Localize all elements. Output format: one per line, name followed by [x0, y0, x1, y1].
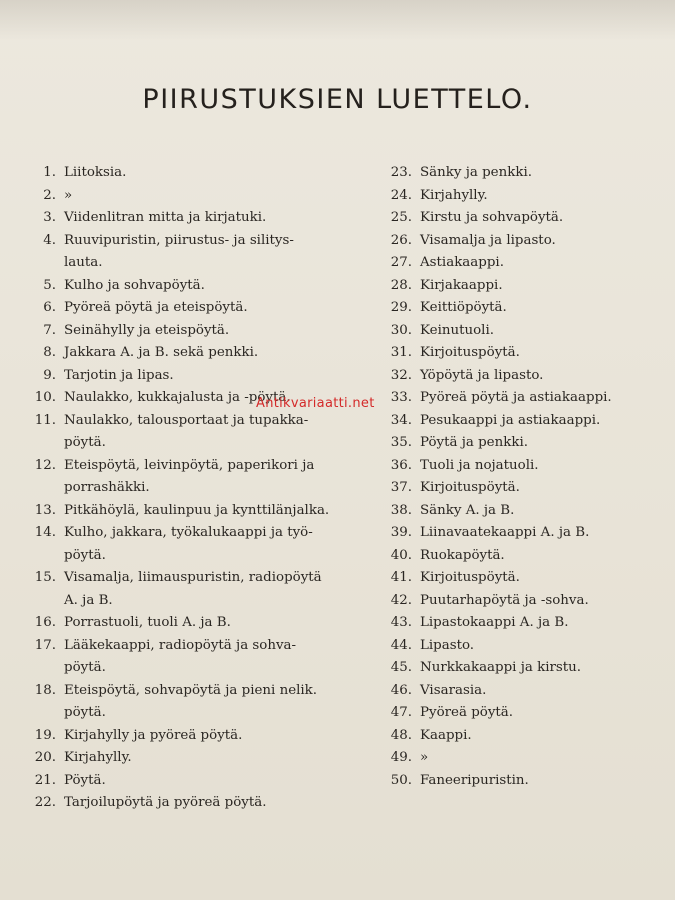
item-text-line: Kirjoituspöytä.	[420, 570, 520, 585]
item-number: 9.	[43, 367, 56, 383]
item-number: 12.	[34, 457, 56, 473]
item-text-line: Visamalja, liimauspuristin, radiopöytä	[64, 570, 322, 585]
item-number: 16.	[34, 615, 56, 630]
item-text-line: Kirjoituspöytä.	[420, 480, 520, 495]
list-item	[22, 770, 362, 793]
drawing-list-left-column	[22, 162, 362, 815]
item-number: 3.	[43, 210, 56, 225]
item-text	[64, 792, 362, 815]
list-item	[22, 500, 362, 523]
list-item	[22, 365, 362, 388]
item-number: 34.	[390, 412, 412, 428]
item-text-line: Viidenlitran mitta ja kirjatuki.	[64, 210, 267, 225]
list-item	[370, 365, 670, 388]
item-number: 18.	[34, 682, 56, 698]
item-number: 17.	[34, 637, 56, 653]
item-text-line: pöytä.	[64, 547, 106, 563]
item-number: 25.	[390, 210, 412, 225]
item-text-line: Tarjotin ja lipas.	[64, 367, 174, 383]
item-text	[64, 500, 362, 523]
item-number: 39.	[390, 525, 412, 540]
item-number: 48.	[390, 727, 412, 743]
list-item	[370, 252, 670, 275]
list-item	[22, 230, 362, 275]
item-text-line: Faneeripuristin.	[420, 772, 529, 788]
item-text-line: Kirjahylly.	[420, 187, 488, 203]
item-text-line: Kirjakaappi.	[420, 277, 503, 293]
item-number: 42.	[390, 592, 412, 608]
item-text	[420, 365, 670, 388]
list-item	[22, 635, 362, 680]
item-number: 6.	[43, 300, 56, 315]
item-number: 31.	[390, 345, 412, 360]
item-text	[64, 185, 362, 208]
item-text-line: Keittiöpöytä.	[420, 300, 507, 315]
item-number: 4.	[43, 232, 56, 248]
item-text-line: Kirstu ja sohvapöytä.	[420, 210, 564, 225]
list-item	[22, 185, 362, 208]
item-number: 13.	[34, 502, 56, 518]
item-text	[420, 635, 670, 658]
item-text	[64, 725, 362, 748]
item-text-line: Visamalja ja lipasto.	[420, 232, 556, 248]
list-item	[370, 770, 670, 793]
item-text	[64, 612, 362, 635]
list-item	[22, 162, 362, 185]
item-number: 8.	[43, 345, 56, 360]
item-text	[420, 680, 670, 703]
item-text	[64, 770, 362, 793]
item-text-line: Porrastuoli, tuoli A. ja B.	[64, 615, 231, 630]
item-text	[420, 410, 670, 433]
list-item	[22, 297, 362, 320]
item-text	[64, 567, 362, 612]
item-text	[420, 725, 670, 748]
item-number: 44.	[390, 637, 412, 653]
item-number: 32.	[390, 367, 412, 383]
list-item	[370, 522, 670, 545]
item-text	[420, 770, 670, 793]
item-text-line: Liitoksia.	[64, 165, 127, 180]
item-number: 38.	[390, 502, 412, 518]
item-text	[420, 590, 670, 613]
item-text	[420, 387, 670, 410]
item-text	[64, 680, 362, 725]
item-text-line: porrashäkki.	[64, 480, 150, 495]
item-text-line: Pöytä.	[64, 772, 106, 788]
item-text	[64, 342, 362, 365]
item-number: 7.	[43, 322, 56, 338]
list-item	[370, 612, 670, 635]
list-item	[370, 207, 670, 230]
list-item	[22, 612, 362, 635]
item-text-line: Lääkekaappi, radiopöytä ja sohva-	[64, 637, 297, 653]
list-item	[370, 185, 670, 208]
list-item	[22, 522, 362, 567]
list-item	[370, 702, 670, 725]
item-text	[420, 342, 670, 365]
item-text-line: Nurkkakaappi ja kirstu.	[420, 660, 582, 675]
item-number: 1.	[43, 165, 56, 180]
item-text-line: Ruuvipuristin, piirustus- ja silitys-	[64, 232, 294, 248]
item-number: 23.	[390, 165, 412, 180]
item-text-line: Yöpöytä ja lipasto.	[420, 367, 544, 383]
item-number: 22.	[34, 795, 56, 810]
item-text	[64, 635, 362, 680]
item-text-line: »	[420, 750, 429, 765]
item-text	[64, 230, 362, 275]
item-number: 29.	[390, 300, 412, 315]
item-number: 27.	[390, 255, 412, 270]
item-text	[64, 410, 362, 455]
page-shadow	[0, 0, 675, 40]
item-number: 41.	[390, 570, 412, 585]
item-number: 28.	[390, 277, 412, 293]
item-text-line: Kaappi.	[420, 727, 472, 743]
list-item	[22, 725, 362, 748]
item-text-line: Liinavaatekaappi A. ja B.	[420, 525, 590, 540]
item-number: 2.	[43, 187, 56, 203]
item-text	[420, 230, 670, 253]
item-number: 19.	[34, 727, 56, 743]
list-item	[22, 792, 362, 815]
list-item	[370, 275, 670, 298]
list-item	[22, 275, 362, 298]
item-number: 21.	[34, 772, 56, 788]
list-item	[370, 410, 670, 433]
item-text	[420, 702, 670, 725]
list-item	[370, 657, 670, 680]
item-text-line: Puutarhapöytä ja -sohva.	[420, 592, 589, 608]
list-item	[370, 590, 670, 613]
item-text	[420, 545, 670, 568]
item-number: 47.	[390, 705, 412, 720]
item-number: 45.	[390, 660, 412, 675]
list-item	[370, 455, 670, 478]
list-item	[22, 207, 362, 230]
item-text-line: »	[64, 187, 73, 203]
list-item	[22, 320, 362, 343]
item-text-line: Kulho, jakkara, työkalukaappi ja työ-	[64, 525, 313, 540]
item-text-line: Seinähylly ja eteispöytä.	[64, 322, 230, 338]
item-text	[420, 207, 670, 230]
item-text-line: Lipastokaappi A. ja B.	[420, 615, 569, 630]
item-text	[420, 657, 670, 680]
item-text	[420, 297, 670, 320]
item-number: 26.	[390, 232, 412, 248]
item-text-line: Lipasto.	[420, 637, 475, 653]
item-text	[64, 162, 362, 185]
item-number: 50.	[390, 772, 412, 788]
item-text	[420, 185, 670, 208]
list-item	[22, 567, 362, 612]
item-number: 40.	[390, 547, 412, 563]
item-text-line: Jakkara A. ja B. sekä penkki.	[64, 345, 259, 360]
item-text	[420, 455, 670, 478]
item-text-line: lauta.	[64, 255, 103, 270]
item-text	[64, 455, 362, 500]
item-text-line: pöytä.	[64, 705, 106, 720]
list-item	[370, 320, 670, 343]
item-text-line: Pyöreä pöytä ja eteispöytä.	[64, 300, 248, 315]
list-item	[370, 680, 670, 703]
list-item	[370, 747, 670, 770]
item-text-line: A. ja B.	[64, 592, 113, 608]
item-text	[64, 522, 362, 567]
item-number: 37.	[390, 480, 412, 495]
item-text-line: Tuoli ja nojatuoli.	[420, 457, 539, 473]
item-text-line: Sänky ja penkki.	[420, 165, 532, 180]
item-number: 33.	[390, 390, 412, 405]
item-text-line: pöytä.	[64, 660, 106, 675]
item-text	[420, 162, 670, 185]
item-text	[64, 275, 362, 298]
item-number: 5.	[43, 277, 56, 293]
item-text-line: Pyöreä pöytä ja astiakaappi.	[420, 390, 612, 405]
item-text	[64, 747, 362, 770]
item-number: 30.	[390, 322, 412, 338]
item-number: 24.	[390, 187, 412, 203]
list-item	[22, 410, 362, 455]
item-number: 43.	[390, 615, 412, 630]
list-item	[370, 725, 670, 748]
item-text-line: Ruokapöytä.	[420, 547, 505, 563]
item-text	[64, 297, 362, 320]
item-number: 15.	[34, 570, 56, 585]
item-text	[420, 522, 670, 545]
item-text-line: Naulakko, talousportaat ja tupakka-	[64, 412, 309, 428]
item-text-line: Sänky A. ja B.	[420, 502, 515, 518]
item-number: 20.	[34, 750, 56, 765]
list-item	[22, 747, 362, 770]
item-text	[420, 567, 670, 590]
list-item	[370, 342, 670, 365]
page-title: PIIRUSTUKSIEN LUETTELO.	[142, 84, 533, 115]
item-text-line: Astiakaappi.	[420, 255, 504, 270]
item-number: 49.	[390, 750, 412, 765]
list-item	[22, 455, 362, 500]
drawing-list-right-column	[370, 162, 670, 792]
item-text	[420, 320, 670, 343]
item-number: 10.	[34, 390, 56, 405]
item-text-line: Pyöreä pöytä.	[420, 705, 514, 720]
list-item	[370, 500, 670, 523]
item-text	[420, 432, 670, 455]
item-text	[420, 252, 670, 275]
item-text	[64, 365, 362, 388]
item-text-line: Pöytä ja penkki.	[420, 435, 528, 450]
item-text	[420, 500, 670, 523]
item-text-line: Keinutuoli.	[420, 322, 494, 338]
item-text-line: Kirjahylly ja pyöreä pöytä.	[64, 727, 243, 743]
item-text	[64, 320, 362, 343]
list-item	[370, 432, 670, 455]
item-text-line: pöytä.	[64, 435, 106, 450]
list-item	[22, 680, 362, 725]
item-text	[64, 207, 362, 230]
list-item	[370, 477, 670, 500]
watermark-text: Antikvariaatti.net	[256, 396, 375, 411]
item-text-line: Kulho ja sohvapöytä.	[64, 277, 205, 293]
list-item	[22, 342, 362, 365]
item-text-line: Tarjoilupöytä ja pyöreä pöytä.	[64, 795, 267, 810]
item-text	[420, 477, 670, 500]
item-text	[420, 275, 670, 298]
item-number: 14.	[34, 525, 56, 540]
item-number: 35.	[390, 435, 412, 450]
list-item	[370, 635, 670, 658]
item-text-line: Pesukaappi ja astiakaappi.	[420, 412, 601, 428]
item-text-line: Eteispöytä, leivinpöytä, paperikori ja	[64, 457, 315, 473]
list-item	[370, 297, 670, 320]
item-number: 36.	[390, 457, 412, 473]
item-number: 11.	[34, 412, 56, 428]
item-text	[420, 747, 670, 770]
list-item	[370, 162, 670, 185]
item-text-line: Naulakko, kukkajalusta ja -pöytä.	[64, 390, 291, 405]
item-text-line: Kirjahylly.	[64, 750, 132, 765]
item-text-line: Kirjoituspöytä.	[420, 345, 520, 360]
list-item	[370, 545, 670, 568]
list-item	[370, 230, 670, 253]
item-text	[420, 612, 670, 635]
list-item	[370, 387, 670, 410]
item-number: 46.	[390, 682, 412, 698]
item-text-line: Pitkähöylä, kaulinpuu ja kynttilänjalka.	[64, 502, 330, 518]
item-text-line: Eteispöytä, sohvapöytä ja pieni nelik.	[64, 682, 318, 698]
item-text-line: Visarasia.	[420, 682, 487, 698]
list-item	[370, 567, 670, 590]
